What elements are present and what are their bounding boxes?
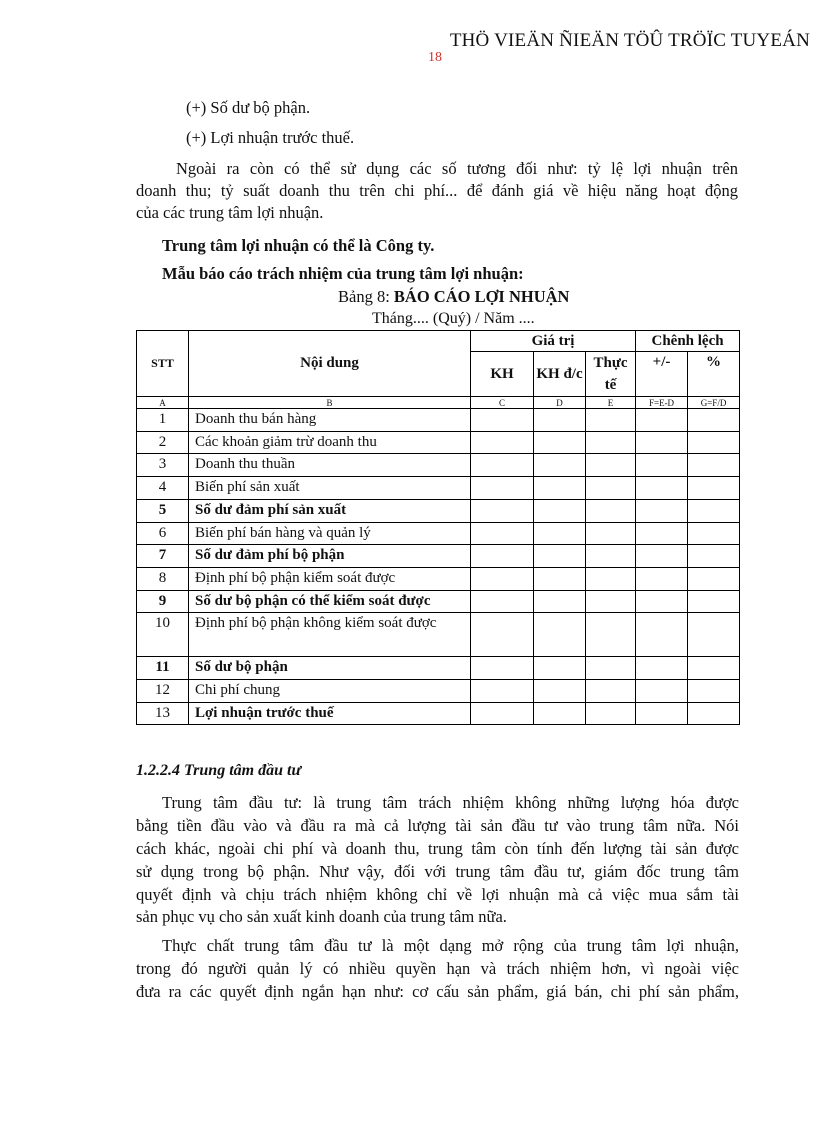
paragraph-line: cách khác, ngoài chi phí và doanh thu, trung tâm còn tính đến lượng tài sản được: [136, 839, 739, 858]
code-cell: F=E-D: [636, 397, 688, 409]
paragraph-line: Ngoài ra còn có thể sử dụng các số tương đối như: tỷ lệ lợi nhuận trên: [176, 159, 738, 178]
code-cell: D: [534, 397, 586, 409]
paragraph-line: trong đó người quản lý có nhiều quyền hạn và trách nhiệm hơn, vì ngoài việc: [136, 959, 739, 978]
row-stt: 7: [137, 545, 189, 568]
paragraph-line: sử dụng trong bộ phận. Như vậy, đối với trung tâm đầu tư, giám đốc trung tâm: [136, 862, 739, 881]
row-stt: 4: [137, 477, 189, 500]
code-cell: G=F/D: [688, 397, 740, 409]
row-label: Số dư đảm phí bộ phận: [189, 545, 471, 568]
running-header-title: THÖ VIEÄN ÑIEÄN TÖÛ TRÖÏC TUYEÁN: [449, 30, 810, 51]
header-kh: KH: [471, 352, 534, 397]
row-stt: 5: [137, 499, 189, 522]
profit-report-table: [136, 330, 740, 725]
row-stt: 8: [137, 567, 189, 590]
header-noi-dung: Nội dung: [189, 331, 471, 397]
item-loi-nhuan-truoc-thue: (+) Lợi nhuận trước thuế.: [186, 128, 355, 147]
row-stt: 13: [137, 702, 189, 725]
table-subcaption: Tháng.... (Quý) / Năm ....: [372, 310, 535, 327]
paragraph-line: bằng tiền đầu vào và đầu ra mà cả lượng tài sản đầu tư vào trung tâm nữa. Nói: [136, 816, 739, 835]
row-label: Biến phí bán hàng và quản lý: [189, 522, 471, 545]
paragraph-line: Trung tâm đầu tư: là trung tâm trách nhiệm không những lượng hóa được: [162, 793, 739, 812]
header-chenh-lech: Chênh lệch: [636, 331, 740, 352]
row-label: Số dư bộ phận có thể kiểm soát được: [189, 590, 471, 613]
paragraph-line: quyết định và chịu trách nhiệm không chỉ về lợi nhuận mà cả việc mua sắm tài: [136, 885, 739, 904]
bold-statement: Trung tâm lợi nhuận có thể là Công ty.: [162, 236, 435, 255]
row-stt: 2: [137, 431, 189, 454]
code-cell: E: [586, 397, 636, 409]
row-label: Chi phí chung: [189, 680, 471, 703]
row-label: Số dư bộ phận: [189, 657, 471, 680]
row-label: Doanh thu thuần: [189, 454, 471, 477]
header-gia-tri: Giá trị: [471, 331, 636, 352]
table-caption-title: BÁO CÁO LỢI NHUẬN: [393, 287, 570, 306]
row-stt: 1: [137, 409, 189, 432]
row-stt: 9: [137, 590, 189, 613]
row-stt: 11: [137, 657, 189, 680]
code-cell: C: [471, 397, 534, 409]
header-thuc-te: Thực tế: [586, 352, 636, 397]
table-caption-prefix: Bảng 8:: [338, 287, 394, 306]
row-label: Doanh thu bán hàng: [189, 409, 471, 432]
row-label: Số dư đảm phí sản xuất: [189, 499, 471, 522]
row-stt: 6: [137, 522, 189, 545]
row-label: Biến phí sản xuất: [189, 477, 471, 500]
row-label: Định phí bộ phận kiểm soát được: [189, 567, 471, 590]
row-label: Định phí bộ phận không kiểm soát được: [189, 613, 471, 657]
header-stt: STT: [137, 331, 189, 397]
bold-statement: Mẫu báo cáo trách nhiệm của trung tâm lợi nhuận:: [162, 264, 524, 283]
paragraph-line: Thực chất trung tâm đầu tư là một dạng mở rộng của trung tâm lợi nhuận,: [162, 936, 739, 955]
header-kh-dc: KH đ/c: [534, 352, 586, 397]
header-percent: %: [688, 352, 740, 397]
section-heading: 1.2.2.4 Trung tâm đầu tư: [136, 762, 302, 779]
row-label: Lợi nhuận trước thuế: [189, 702, 471, 725]
paragraph-line: doanh thu; tỷ suất doanh thu trên chi phí... để đánh giá về hiệu năng hoạt động: [136, 181, 738, 200]
item-so-du-bo-phan: (+) Số dư bộ phận.: [186, 98, 311, 117]
row-stt: 12: [137, 680, 189, 703]
code-cell: B: [189, 397, 471, 409]
paragraph-line: của các trung tâm lợi nhuận.: [136, 203, 324, 222]
code-cell: A: [137, 397, 189, 409]
paragraph-line: sản phục vụ cho sản xuất kinh doanh của trung tâm nữa.: [136, 907, 507, 926]
row-stt: 10: [137, 613, 189, 657]
row-label: Các khoản giảm trừ doanh thu: [189, 431, 471, 454]
paragraph-line: đưa ra các quyết định ngắn hạn như: cơ cấu sản phẩm, giá bán, chi phí sản phẩm,: [136, 982, 739, 1001]
header-plus-minus: +/-: [636, 352, 688, 397]
page-number: 18: [428, 50, 442, 65]
table-caption: [338, 287, 569, 307]
row-stt: 3: [137, 454, 189, 477]
